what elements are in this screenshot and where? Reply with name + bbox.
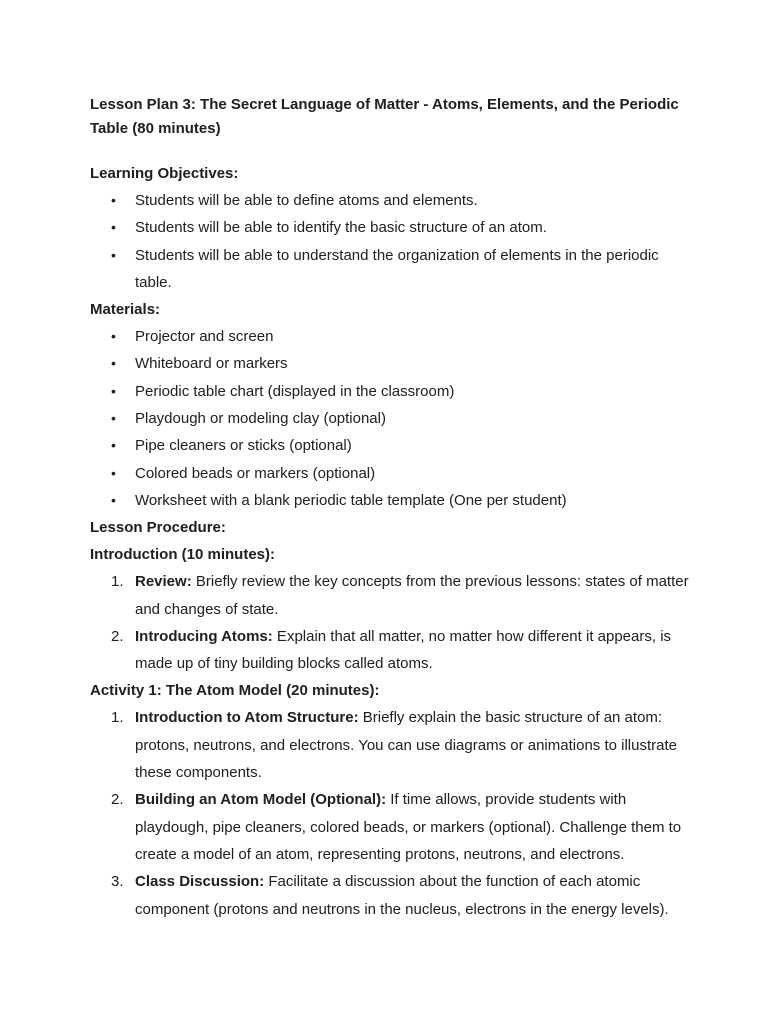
list-item [90,487,690,514]
list-item-text: Playdough or modeling clay (optional) [135,410,386,428]
list-number: 2. [111,627,124,645]
materials-list [90,323,690,514]
list-item [90,378,690,405]
list-item [90,350,690,377]
list-item [90,786,690,868]
document-content [90,93,690,923]
list-item [90,432,690,459]
item-label: Introducing Atoms: [135,627,273,645]
bullet-icon: • [111,192,116,208]
list-item [90,323,690,350]
list-item [90,868,690,923]
bullet-icon: • [111,328,116,345]
list-item [90,187,690,214]
introduction-heading: Introduction (10 minutes): [90,546,275,564]
list-item [90,623,690,678]
item-text: Briefly review the key concepts from the previous lessons: states of matter and changes of state. [135,573,689,618]
item-text: Facilitate a discussion about the function of each atomic component (protons and neutrons in the nucleus, electrons in the energy levels). [135,873,669,918]
item-label: Class Discussion: [135,873,265,891]
bullet-icon: • [111,382,116,399]
item-label: Review: [135,573,192,591]
list-number: 1. [111,573,124,591]
list-number: 3. [111,873,124,891]
list-item-text: Pipe cleaners or sticks (optional) [135,437,352,455]
item-label: Introduction to Atom Structure: [135,709,359,727]
item-label: Building an Atom Model (Optional): [135,791,387,809]
list-item-text: Periodic table chart (displayed in the classroom) [135,382,455,400]
list-item [90,460,690,487]
bullet-icon: • [111,464,116,481]
item-text: Briefly explain the basic structure of an atom: protons, neutrons, and electrons. You can use diagrams or animations to illustrate these components. [135,709,677,782]
lesson-title: Lesson Plan 3: The Secret Language of Matter - Atoms, Elements, and the Periodic Table (80 minutes) [90,96,679,137]
list-number: 1. [111,709,124,727]
list-item [90,405,690,432]
bullet-icon: • [111,491,116,508]
bullet-icon: • [111,219,116,236]
list-item [90,568,690,623]
list-item [90,242,690,297]
list-item-text: Projector and screen [135,328,274,346]
list-item-text: Whiteboard or markers [135,355,288,373]
item-text: Explain that all matter, no matter how different it appears, is made up of tiny building blocks called atoms. [135,627,672,673]
list-item [90,704,690,786]
list-item-text: Students will be able to define atoms and elements. [135,192,478,209]
list-number: 2. [111,791,124,809]
bullet-icon: • [111,437,116,454]
list-item-text: Worksheet with a blank periodic table template (One per student) [135,491,567,509]
bullet-icon: • [111,355,116,372]
activity1-heading: Activity 1: The Atom Model (20 minutes): [90,682,380,700]
list-item-text: Students will be able to identify the basic structure of an atom. [135,219,547,237]
materials-heading: Materials: [90,301,161,319]
list-item-text: Students will be able to understand the organization of elements in the periodic table. [135,246,659,291]
list-item [90,214,690,241]
objectives-list [90,187,690,296]
item-text: If time allows, provide students with playdough, pipe cleaners, colored beads, or markers (optional). Challenge them to create a model of an atom, representing protons, neutrons, and electrons. [135,791,682,863]
list-item-text: Colored beads or markers (optional) [135,464,376,482]
bullet-icon: • [111,246,116,263]
bullet-icon: • [111,410,116,427]
objectives-heading: Learning Objectives: [90,165,239,182]
activity1-list [90,704,690,922]
introduction-list [90,568,690,677]
procedure-heading: Lesson Procedure: [90,519,226,537]
